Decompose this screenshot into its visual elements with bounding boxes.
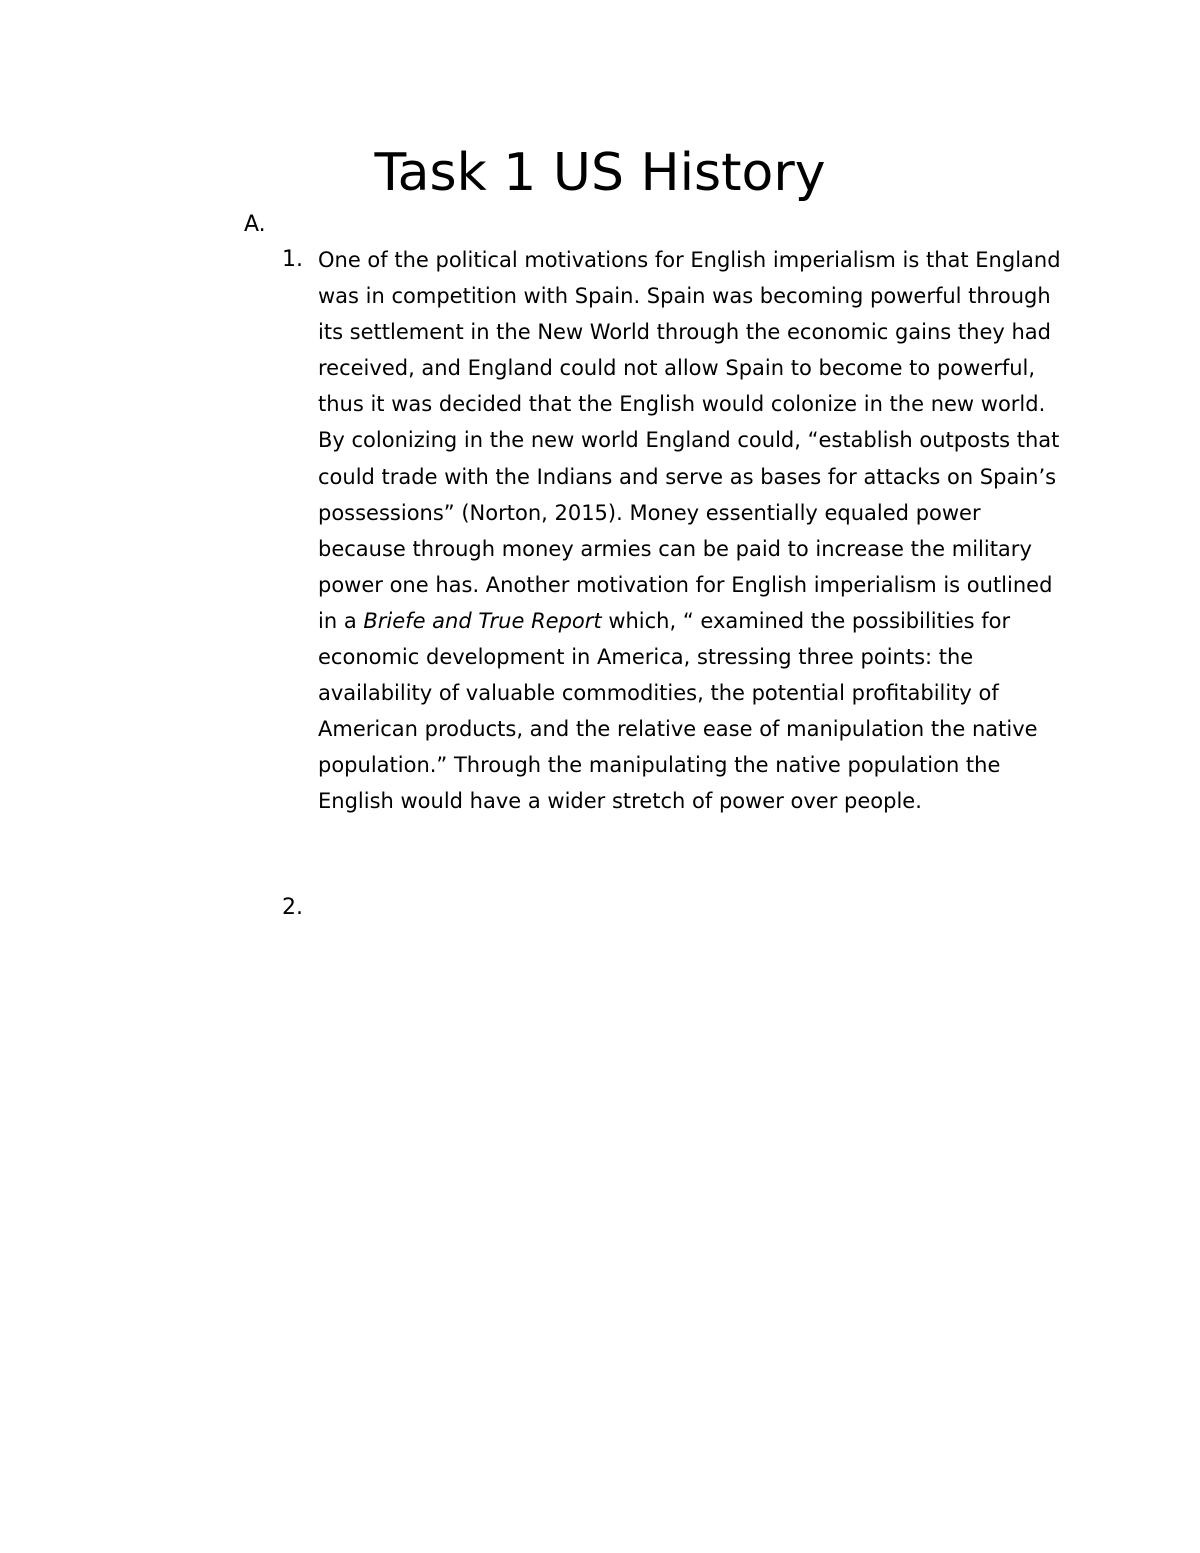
list-marker: 2. — [282, 895, 303, 920]
document-title: Task 1 US History — [374, 143, 826, 203]
paragraph-text-continued: which, “ examined the possibilities for economic development in America, stressing three points: the availability of valuable commodities, the potential profitability of American products, and the relative ease of manipulation the native population.” Through the manipulating the native population the English would have a wider stretch of power over people. — [318, 608, 1038, 814]
italic-title: Briefe and True Report — [363, 608, 602, 633]
list-marker: 1. — [282, 247, 303, 272]
list-item-text — [318, 242, 1073, 820]
section-label: A. — [244, 212, 266, 237]
paragraph-text: One of the political motivations for English imperialism is that England was in competition with Spain. Spain was becoming powerful through its settlement in the New World through the economic gains they had received, and England could not allow Spain to become to powerful, thus it was decided that the English would colonize in the new world. By colonizing in the new world England could, “establish outposts that could trade with the Indians and serve as bases for attacks on Spain’s possessions” (Norton, 2015). Money essentially equaled power because through money armies can be paid to increase the military power one has. Another motivation for English imperialism is outlined in a — [318, 248, 1061, 633]
